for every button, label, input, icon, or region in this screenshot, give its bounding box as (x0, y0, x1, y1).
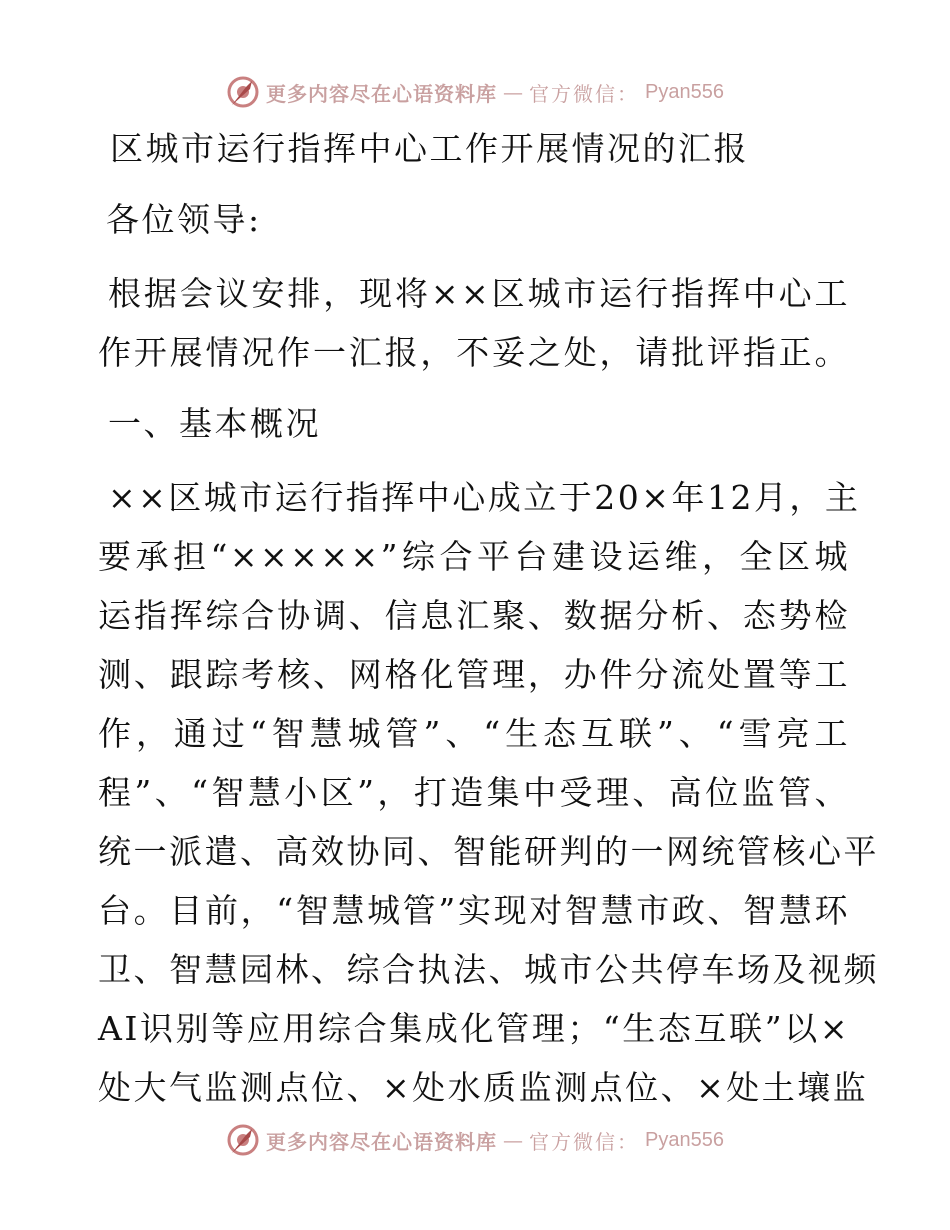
paragraph-line: 程”、“智慧小区”，打造集中受理、高位监管、 (98, 773, 850, 812)
watermark-header (0, 72, 950, 112)
paragraph-line: 卫、智慧园林、综合执法、城市公共停车场及视频 (98, 950, 879, 989)
paragraph-line: 根据会议安排，现将××区城市运行指挥中心工 (108, 274, 850, 313)
quill-logo-icon (226, 75, 260, 109)
watermark-footer (0, 1120, 950, 1160)
watermark-wechat-id: Pyan556 (645, 1128, 724, 1151)
paragraph-line: 台。目前，“智慧城管”实现对智慧市政、智慧环 (98, 891, 850, 930)
paragraph-line: 作，通过“智慧城管”、“生态互联”、“雪亮工 (98, 714, 850, 753)
section-heading: 一、基本概况 (108, 404, 321, 443)
paragraph-line: ××区城市运行指挥中心成立于20×年12月，主 (108, 478, 861, 517)
watermark-dash: — (503, 1128, 524, 1152)
paragraph-line: 统一派遣、高效协同、智能研判的一网统管核心平 (98, 832, 879, 871)
watermark-wechat-label: 官方微信： (529, 1129, 640, 1154)
paragraph-line: 作开展情况作一汇报，不妥之处，请批评指正。 (98, 333, 850, 372)
watermark-site-text: 更多内容尽在心语资料库 (266, 81, 498, 106)
paragraph-line: 要承担“×××××”综合平台建设运维，全区城 (98, 537, 850, 576)
watermark-wechat-id: Pyan556 (645, 80, 724, 103)
watermark-dash: — (503, 80, 524, 104)
paragraph-line: AI识别等应用综合集成化管理；“生态互联”以× (98, 1009, 850, 1048)
document-title: 区城市运行指挥中心工作开展情况的汇报 (110, 129, 749, 168)
paragraph-line: 测、跟踪考核、网格化管理，办件分流处置等工 (98, 655, 850, 694)
salutation: 各位领导: (106, 200, 262, 239)
quill-logo-icon (226, 1123, 260, 1157)
watermark-site-text: 更多内容尽在心语资料库 (266, 1129, 498, 1154)
paragraph-line: 运指挥综合协调、信息汇聚、数据分析、态势检 (98, 596, 850, 635)
paragraph-line: 处大气监测点位、×处水质监测点位、×处土壤监 (98, 1068, 869, 1107)
document-body (98, 115, 879, 1117)
watermark-wechat-label: 官方微信： (529, 81, 640, 106)
